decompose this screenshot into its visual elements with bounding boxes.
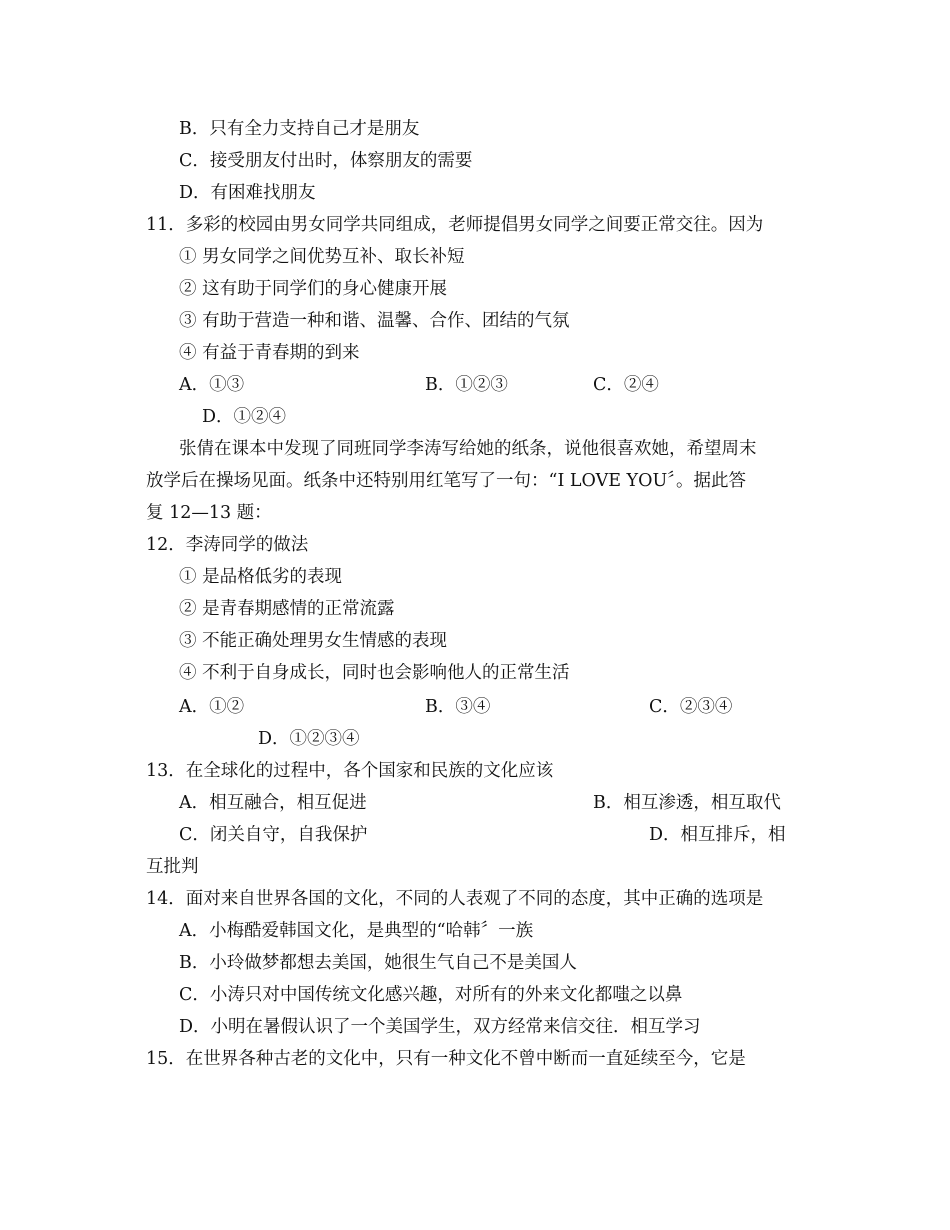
- option-d-prev: D．有困难找朋友: [179, 183, 316, 203]
- q13-choice-a: A．相互融合，相互促进: [179, 793, 367, 813]
- q11-choice-d: D．①②④: [202, 407, 287, 427]
- question-14-stem: 14．面对来自世界各国的文化，不同的人表观了不同的态度，其中正确的选项是: [146, 889, 764, 909]
- q11-choice-a: A．①③: [179, 375, 245, 395]
- q11-item-3: ③ 有助于营造一种和谐、温馨、合作、团结的气氛: [179, 311, 570, 331]
- q11-choice-b: B．①②③: [425, 375, 508, 395]
- q14-option-a: A．小梅酷爱韩国文化，是典型的“哈韩〞一族: [179, 921, 534, 941]
- q12-choice-a: A．①②: [179, 697, 245, 717]
- q12-item-2: ② 是青春期感情的正常流露: [179, 599, 395, 619]
- q11-choice-c: C．②④: [593, 375, 659, 395]
- q11-item-2: ② 这有助于同学们的身心健康开展: [179, 279, 448, 299]
- passage-line-3: 复 12—13 题：: [146, 503, 272, 523]
- q14-option-b: B．小玲做梦都想去美国，她很生气自己不是美国人: [179, 953, 577, 973]
- q12-item-1: ① 是品格低劣的表现: [179, 567, 343, 587]
- q13-choice-c: C．闭关自守，自我保护: [179, 825, 368, 845]
- q12-choice-d: D．①②③④: [258, 729, 360, 749]
- q13-choice-d-continued: 互批判: [146, 857, 199, 877]
- q12-choice-b: B．③④: [425, 697, 491, 717]
- option-c-prev: C．接受朋友付出时，体察朋友的需要: [179, 151, 473, 171]
- question-13-stem: 13．在全球化的过程中，各个国家和民族的文化应该: [146, 761, 554, 781]
- passage-line-2: 放学后在操场见面。纸条中还特别用红笔写了一句：“I LOVE YOU〞。据此答: [146, 471, 746, 491]
- q12-item-3: ③ 不能正确处理男女生情感的表现: [179, 631, 448, 651]
- q13-choice-d: D．相互排斥，相: [649, 825, 786, 845]
- q14-option-d: D．小明在暑假认识了一个美国学生，双方经常来信交往．相互学习: [179, 1017, 701, 1037]
- q13-choice-b: B．相互渗透，相互取代: [593, 793, 781, 813]
- option-b-prev: B．只有全力支持自己才是朋友: [179, 119, 420, 139]
- q14-option-c: C．小涛只对中国传统文化感兴趣，对所有的外来文化都嗤之以鼻: [179, 985, 683, 1005]
- passage-line-1: 张倩在课本中发现了同班同学李涛写给她的纸条，说他很喜欢她，希望周末: [179, 439, 757, 459]
- q12-item-4: ④ 不利于自身成长，同时也会影响他人的正常生活: [179, 663, 570, 683]
- q11-item-1: ① 男女同学之间优势互补、取长补短: [179, 247, 465, 267]
- question-15-stem: 15．在世界各种古老的文化中，只有一种文化不曾中断而一直延续至今，它是: [146, 1049, 746, 1069]
- q11-item-4: ④ 有益于青春期的到来: [179, 343, 360, 363]
- q12-choice-c: C．②③④: [649, 697, 733, 717]
- question-12-stem: 12．李涛同学的做法: [146, 535, 309, 555]
- question-11-stem: 11．多彩的校园由男女同学共同组成，老师提倡男女同学之间要正常交往。因为: [146, 215, 764, 235]
